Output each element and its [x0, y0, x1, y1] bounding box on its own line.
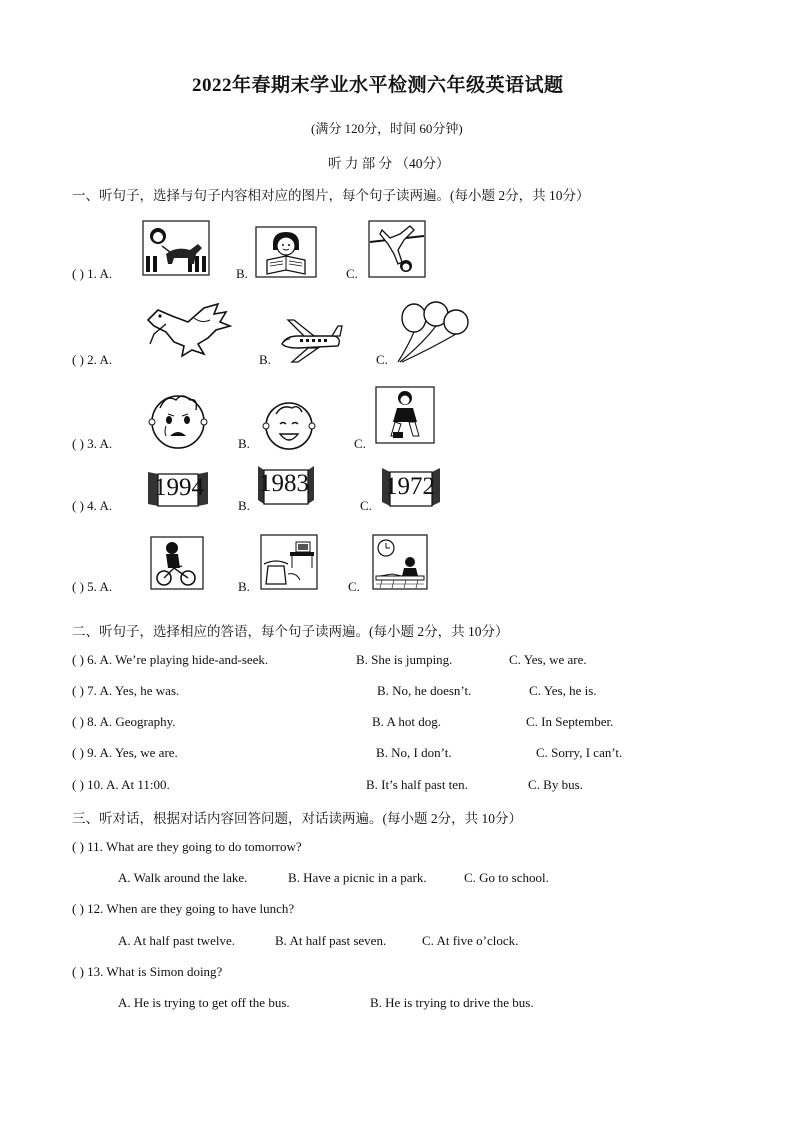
q10-stem: ( ) 10. A. At 11:00. [72, 777, 170, 792]
year-plate-1994 [146, 468, 210, 508]
year-plate-1983 [256, 464, 316, 506]
section1-heading: 一、听句子，选择与句子内容相对应的图片，每个句子读两遍。(每小题 2分，共 10分） [72, 188, 590, 203]
room-with-computer-picture [260, 534, 318, 590]
year-1972: 1972 [385, 473, 435, 500]
q1-number: ( ) 1. A. [72, 266, 113, 281]
q11-option-a: A. Walk around the lake. [118, 870, 248, 885]
q7-option-b: B. No, he doesn’t. [377, 683, 472, 698]
airplane-picture [278, 318, 344, 364]
q4-option-c: C. [360, 498, 372, 513]
boy-riding-bike-picture [150, 536, 204, 590]
q8-stem: ( ) 8. A. Geography. [72, 714, 176, 729]
balloons-picture [392, 300, 472, 366]
q5-option-c: C. [348, 579, 360, 594]
smiling-face-picture [262, 396, 316, 452]
q12-option-a: A. At half past twelve. [118, 933, 235, 948]
q6-stem: ( ) 6. A. We’re playing hide-and-seek. [72, 652, 269, 667]
q11-option-b: B. Have a picnic in a park. [288, 870, 427, 885]
q2-option-c: C. [376, 352, 388, 367]
girl-reading-book-picture [255, 226, 317, 278]
q13-option-a: A. He is trying to get off the bus. [118, 995, 290, 1010]
girl-walking-dog-picture [142, 220, 210, 276]
q3-number: ( ) 3. A. [72, 436, 113, 451]
q5-option-b: B. [238, 579, 250, 594]
q7-stem: ( ) 7. A. Yes, he was. [72, 683, 180, 698]
q8-option-b: B. A hot dog. [372, 714, 441, 729]
q2-number: ( ) 2. A. [72, 352, 113, 367]
q10-option-b: B. It’s half past ten. [366, 777, 468, 792]
q6-option-b: B. She is jumping. [356, 652, 453, 667]
q12-question: ( ) 12. When are they going to have lunch? [72, 901, 295, 916]
q1-option-b: B. [236, 266, 248, 281]
q9-option-b: B. No, I don’t. [376, 745, 452, 760]
q3-option-b: B. [238, 436, 250, 451]
crying-face-picture [146, 388, 210, 452]
q6-option-c: C. Yes, we are. [509, 652, 587, 667]
q8-option-c: C. In September. [526, 714, 614, 729]
q3-option-c: C. [354, 436, 366, 451]
q13-option-b: B. He is trying to drive the bus. [370, 995, 534, 1010]
q1-option-c: C. [346, 266, 358, 281]
boy-studying-clock-picture [372, 534, 428, 590]
q11-option-c: C. Go to school. [464, 870, 549, 885]
listening-part-heading: 听 力 部 分 （40分） [328, 156, 450, 171]
q2-option-b: B. [259, 352, 271, 367]
q10-option-c: C. By bus. [528, 777, 583, 792]
q12-option-b: B. At half past seven. [275, 933, 387, 948]
year-plate-1972 [380, 466, 442, 508]
q11-question: ( ) 11. What are they going to do tomorrow? [72, 839, 302, 854]
q4-number: ( ) 4. A. [72, 498, 113, 513]
q7-option-c: C. Yes, he is. [529, 683, 597, 698]
q4-option-b: B. [238, 498, 250, 513]
q5-number: ( ) 5. A. [72, 579, 113, 594]
year-1983: 1983 [259, 470, 309, 497]
q9-stem: ( ) 9. A. Yes, we are. [72, 745, 178, 760]
bird-picture [144, 300, 236, 364]
q9-option-c: C. Sorry, I can’t. [536, 745, 623, 760]
q13-question: ( ) 13. What is Simon doing? [72, 964, 223, 979]
section3-heading: 三、听对话，根据对话内容回答问题，对话读两遍。(每小题 2分，共 10分） [72, 811, 522, 826]
boy-high-jump-picture [368, 220, 426, 278]
girl-holding-knee-picture [375, 386, 435, 444]
score-time-note: (满分 120分，时间 60分钟) [311, 121, 463, 136]
q12-option-c: C. At five o’clock. [422, 933, 519, 948]
section2-heading: 二、听句子，选择相应的答语，每个句子读两遍。(每小题 2分，共 10分） [72, 624, 509, 639]
year-1994: 1994 [154, 474, 204, 501]
page-title: 2022年春期末学业水平检测六年级英语试题 [192, 75, 564, 96]
